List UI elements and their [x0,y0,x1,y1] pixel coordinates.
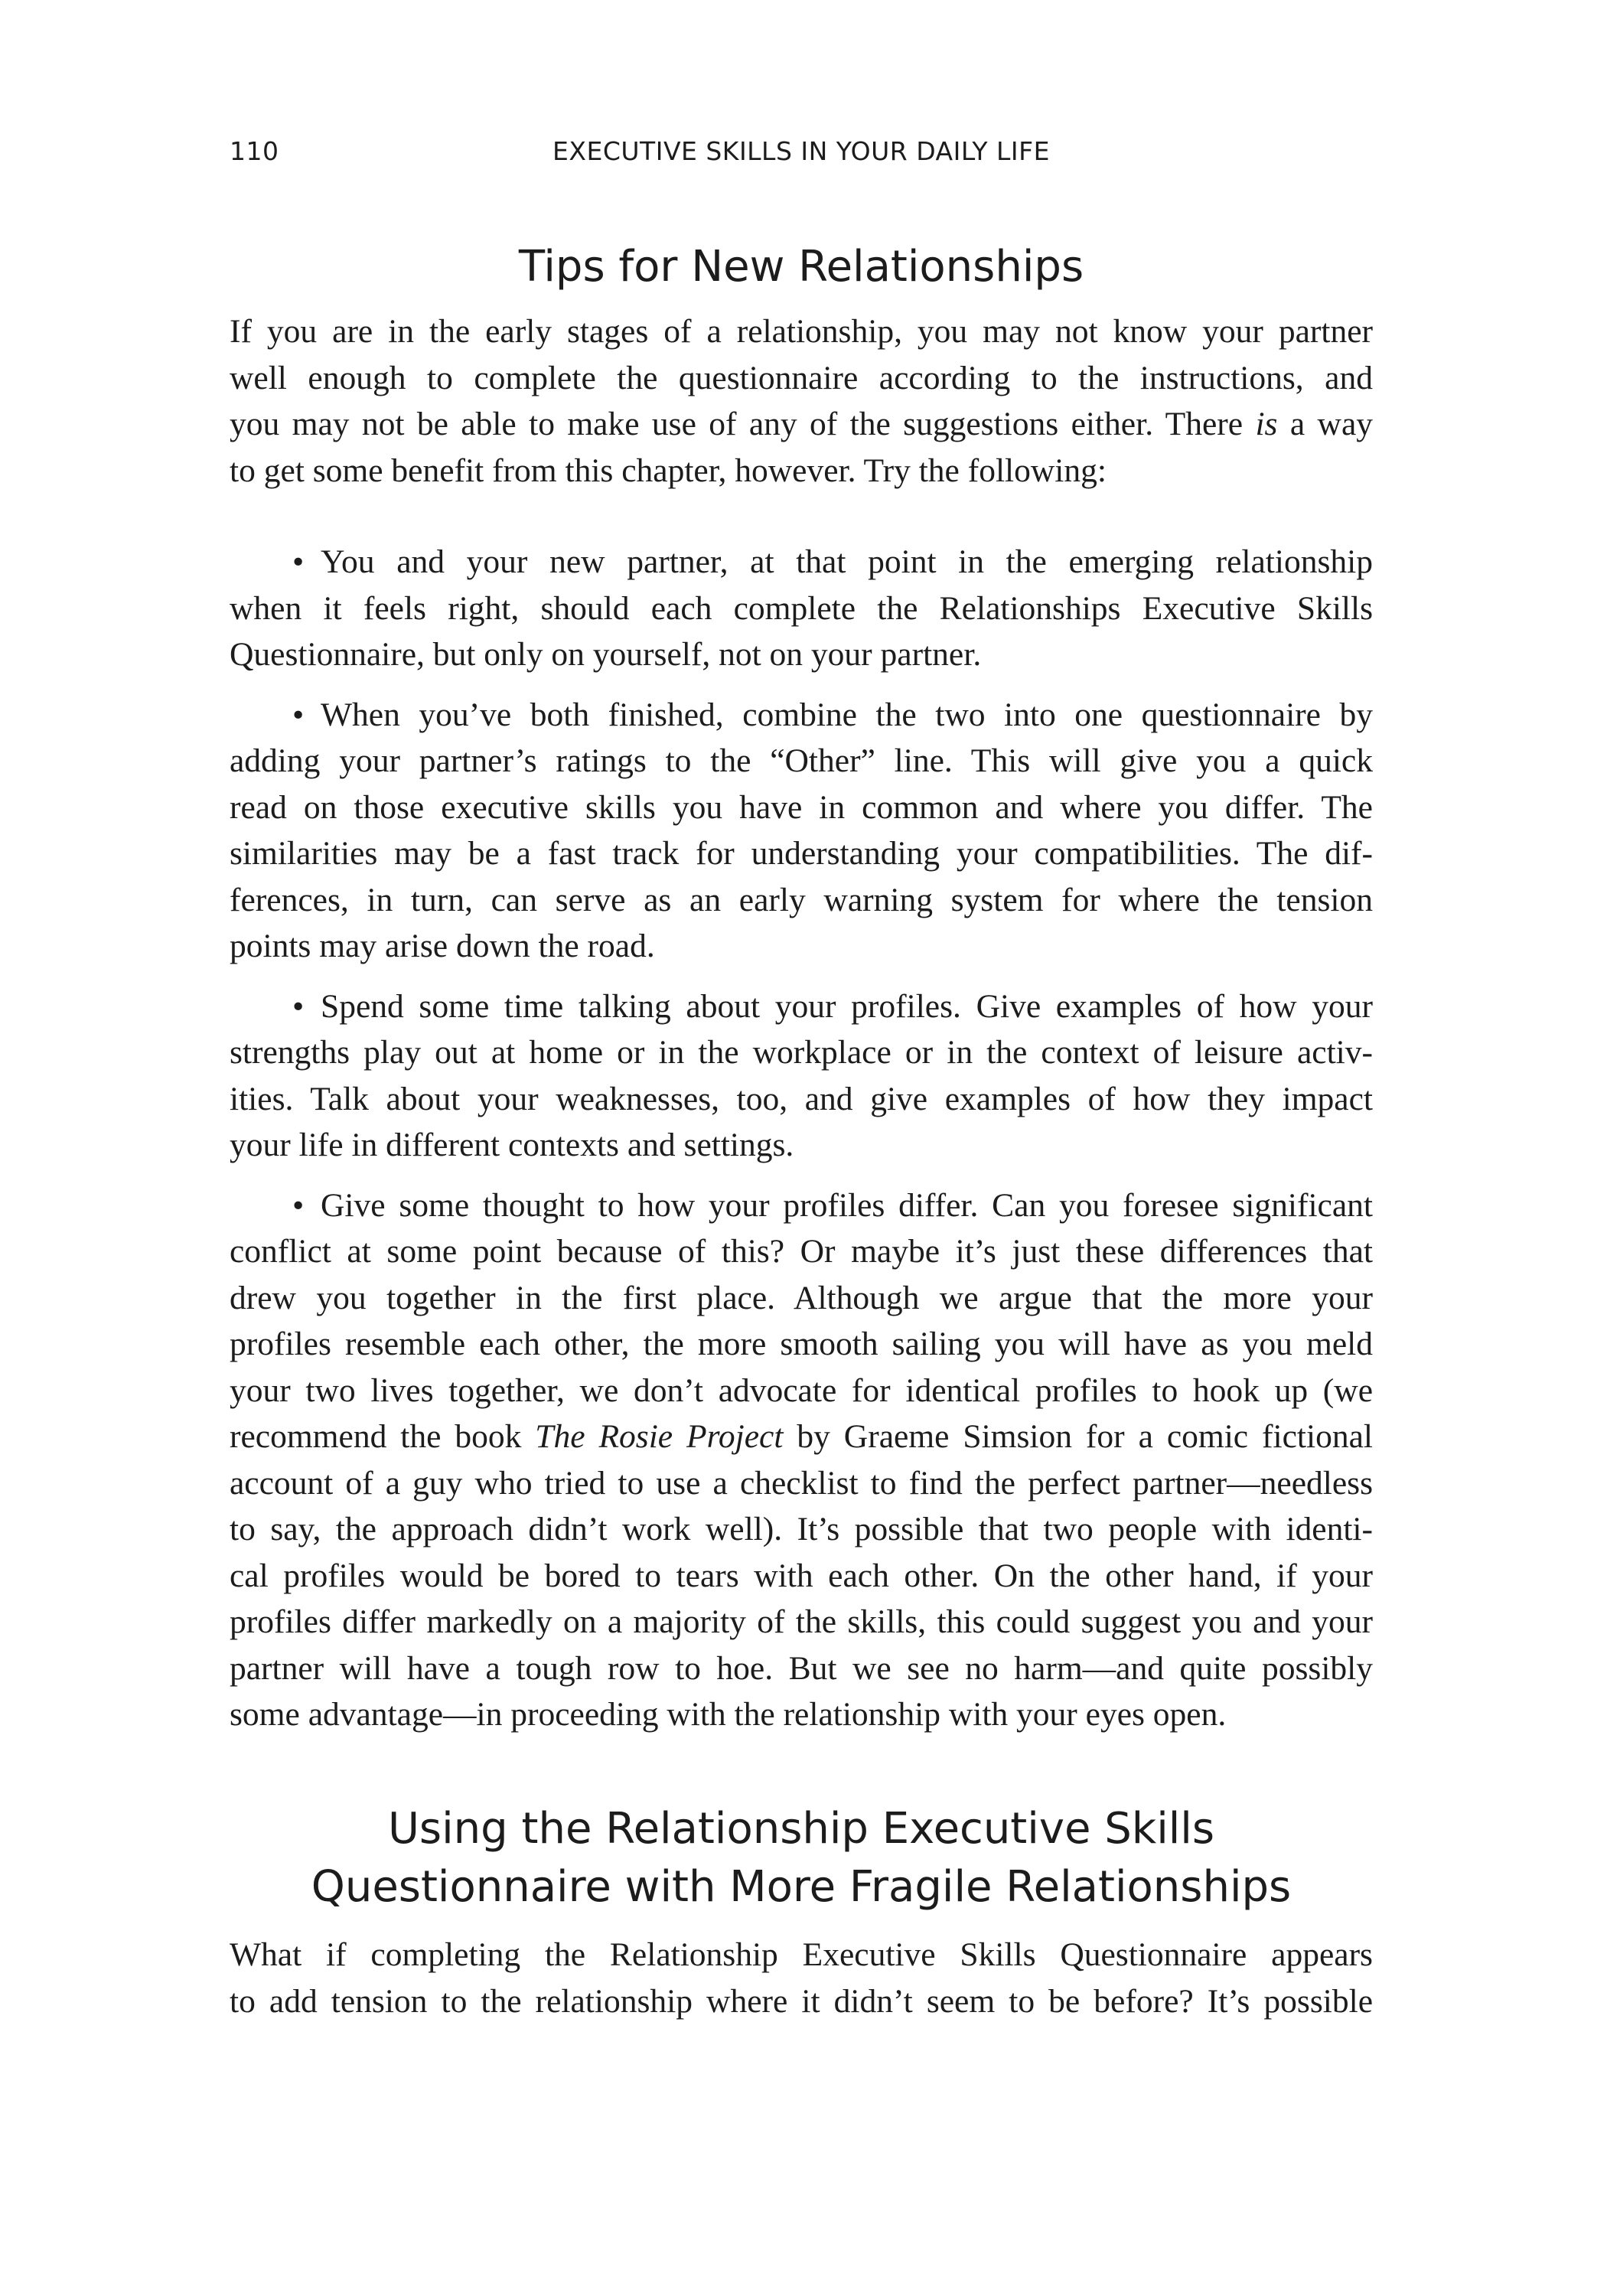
intro-paragraph [230,308,1373,494]
book-title: The Rosie Project [535,1418,784,1455]
italic-emphasis: is [1255,406,1278,442]
text-line: drew you together in the first place. Although we argue that the more your [230,1279,1373,1316]
text-line: account of a guy who tried to use a checklist to find the perfect partner—needless [230,1464,1373,1502]
text-line: • Give some thought to how your profiles differ. Can you foresee significant [230,1182,1373,1229]
text-line: profiles differ markedly on a majority of the skills, this could suggest you and your [230,1603,1373,1640]
bullet-glyph: • [292,696,305,733]
text-line: partner will have a tough row to hoe. But we see no harm—and quite possibly [230,1649,1373,1687]
bullet-glyph: • [292,1186,305,1224]
text-line: you may not be able to make use of any of the suggestions either. There is a way [230,406,1373,442]
text-line: What if completing the Relationship Executive Skills Questionnaire appears [230,1936,1373,1973]
heading-line: Questionnaire with More Fragile Relationships [311,1862,1292,1912]
bullet-glyph: • [292,543,305,580]
text-line: ities. Talk about your weaknesses, too, and give examples of how they impact [230,1080,1373,1117]
text-line: profiles resemble each other, the more smooth sailing you will have as you meld [230,1326,1373,1362]
fragile-paragraph [230,1932,1373,2024]
section-heading-fragile [230,1800,1373,1916]
text-line: to add tension to the relationship where it didn’t seem to be before? It’s possible [230,1982,1373,2020]
text-line: Questionnaire, but only on yourself, not on your partner. [230,636,982,673]
text-line: ferences, in turn, can serve as an early warning system for where the tension [230,881,1373,918]
list-item [230,539,1373,678]
text-line: similarities may be a fast track for understanding your compatibilities. The dif- [230,835,1373,872]
text-line: If you are in the early stages of a relationship, you may not know your partner [230,313,1373,350]
text-line: conflict at some point because of this? Or maybe it’s just these differences that [230,1233,1373,1270]
text-line: strengths play out at home or in the workplace or in the context of leisure activ- [230,1034,1373,1071]
text-line: your life in different contexts and settings. [230,1127,794,1163]
bullet-list [230,539,1373,1738]
bullet-glyph: • [292,987,305,1025]
running-title: EXECUTIVE SKILLS IN YOUR DAILY LIFE [553,136,1050,166]
text-line: your two lives together, we don’t advocate for identical profiles to hook up (we [230,1371,1373,1409]
text-line: • When you’ve both finished, combine the two into one questionnaire by [230,692,1373,739]
text-line: some advantage—in proceeding with the relationship with your eyes open. [230,1696,1227,1733]
text-line: to get some benefit from this chapter, however. Try the following: [230,452,1107,489]
text-line: cal profiles would be bored to tears with each other. On the other hand, if your [230,1557,1373,1594]
text-line: points may arise down the road. [230,928,655,964]
list-item [230,1182,1373,1738]
text-line: recommend the book The Rosie Project by Graeme Simsion for a comic fictional [230,1418,1373,1455]
text-line: well enough to complete the questionnaire according to the instructions, and [230,359,1373,396]
page-number: 110 [230,136,279,166]
text-line: • Spend some time talking about your profiles. Give examples of how your [230,983,1373,1030]
text-line: adding your partner’s ratings to the “Other” line. This will give you a quick [230,742,1373,779]
text-line: to say, the approach didn’t work well). It’s possible that two people with identi- [230,1511,1373,1548]
list-item [230,983,1373,1169]
section-heading-tips: Tips for New Relationships [518,242,1084,292]
running-head [230,136,1373,170]
text-line: when it feels right, should each complete the Relationships Executive Skills [230,589,1373,627]
list-item [230,692,1373,970]
text-line: • You and your new partner, at that point in the emerging relationship [230,539,1373,585]
heading-line: Using the Relationship Executive Skills [387,1804,1215,1854]
text-line: read on those executive skills you have in common and where you differ. The [230,788,1373,826]
